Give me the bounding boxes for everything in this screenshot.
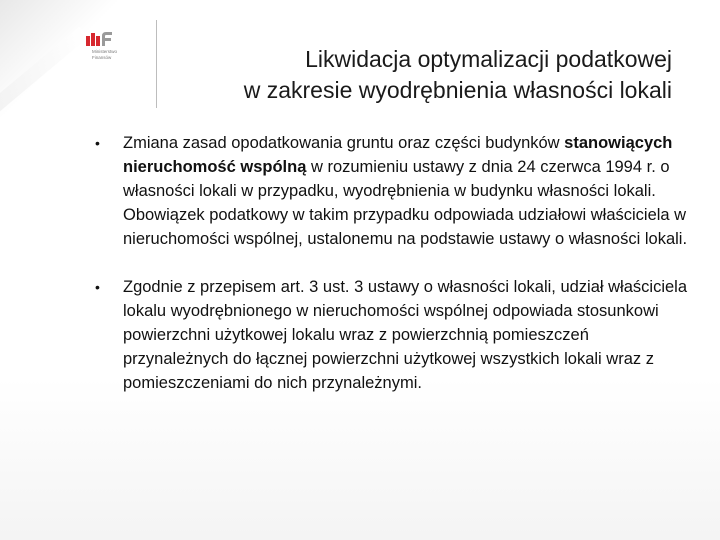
bullet-item-1: [95, 131, 695, 251]
title-line1: Likwidacja optymalizacji podatkowej: [305, 46, 672, 72]
slide-title: [132, 44, 672, 106]
bullet-text-bold: stanowiących nieruchomość wspólną: [123, 134, 673, 176]
bullet-text: [123, 131, 695, 251]
logo-text-line2: Finansów: [92, 55, 112, 60]
bullet-item-2: [95, 275, 695, 395]
logo-mark-icon: [86, 30, 120, 48]
logo-text-line1: Ministerstwo: [92, 49, 118, 54]
title-line2: w zakresie wyodrębnienia własności lokali: [243, 77, 672, 103]
bullet-list: [95, 131, 695, 395]
bullet-text: Zgodnie z przepisem art. 3 ust. 3 ustawy o własności lokali, udział właściciela lokalu wyodrębnionego w nieruchomości wspólnej odpowiada stosunkowi powierzchni użytkowej lokalu wraz z powierzchnią pomieszczeń przynależnych do łącznej powierzchni użytkowej wszystkich lokali wraz z pomieszczeniami do nich przynależnymi.: [123, 278, 687, 392]
bullet-marker: •: [95, 135, 100, 151]
bullet-text-start: Zmiana zasad opodatkowania gruntu oraz części budynków: [123, 134, 565, 152]
bullet-marker: •: [95, 279, 100, 295]
bullet-text-end: w rozumieniu ustawy z dnia 24 czerwca 1994 r. o własności lokali w przypadku, wyodrębnienia w budynku własności lokali. Obowiązek podatkowy w takim przypadku odpowiada udziałowi właściciela w nieruchomości wspólnej, ustalonemu na podstawie ustawy o własności lokali.: [123, 158, 688, 248]
